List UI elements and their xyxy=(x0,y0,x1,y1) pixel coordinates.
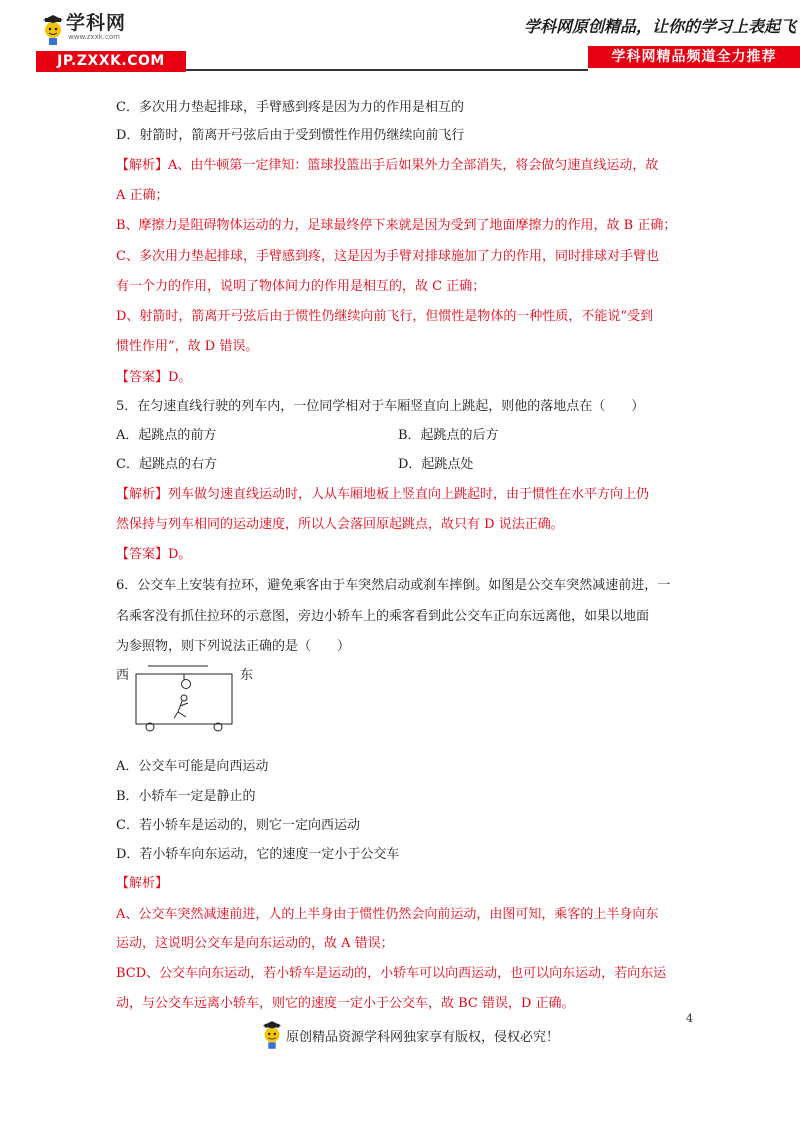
analysis-line: C、多次用力垫起排球，手臂感到疼，这是因为手臂对排球施加了力的作用，同时排球对手臂也 xyxy=(116,249,659,264)
question-6-stem: 名乘客没有抓住拉环的示意图，旁边小轿车上的乘客看到此公交车正向东远离他，如果以地面 xyxy=(116,609,650,624)
mascot-icon xyxy=(40,12,66,46)
q6-option-d: D．若小轿车向东运动，它的速度一定小于公交车 xyxy=(116,847,400,862)
analysis-line: 惯性作用”，故 D 错误。 xyxy=(116,339,259,354)
mascot-icon xyxy=(260,1018,284,1050)
q6-analysis: 运动，这说明公交车是向东运动的，故 A 错误； xyxy=(116,936,394,951)
copyright-notice: 原创精品资源学科网独家享有版权，侵权必究！ xyxy=(286,1030,560,1045)
q5-answer: 【答案】D。 xyxy=(116,547,192,562)
q6-option-b: B．小轿车一定是静止的 xyxy=(116,789,256,804)
zxxk-logo[interactable] xyxy=(36,6,186,70)
logo-domain-bar: JP.ZXXK.COM xyxy=(36,51,186,72)
q6-analysis: A、公交车突然减速前进，人的上半身由于惯性仍然会向前运动，由图可知，乘客的上半身向东 xyxy=(116,907,659,922)
q5-option-c: C．起跳点的右方 xyxy=(116,457,217,472)
channel-banner: 学科网精品频道全力推荐 xyxy=(588,46,800,68)
analysis-line: D、射箭时，箭离开弓弦后由于惯性仍继续向前飞行，但惯性是物体的一种性质，不能说“受到 xyxy=(116,309,654,324)
page-number: 4 xyxy=(686,1012,693,1025)
header-divider xyxy=(186,69,588,71)
q6-analysis-label: 【解析】 xyxy=(116,876,169,891)
page-header xyxy=(0,0,800,74)
q5-analysis: 【解析】列车做匀速直线运动时，人从车厢地板上竖直向上跳起时，由于惯性在水平方向上仍 xyxy=(116,487,650,502)
q5-analysis: 然保持与列车相同的运动速度，所以人会落回原起跳点，故只有 D 说法正确。 xyxy=(116,517,564,532)
analysis-line: 【解析】A、由牛顿第一定律知：篮球投篮出手后如果外力全部消失，将会做匀速直线运动，故 xyxy=(116,158,659,173)
q6-analysis: 动，与公交车远离小轿车，则它的速度一定小于公交车，故 BC 错误，D 正确。 xyxy=(116,996,575,1011)
bus-drawing xyxy=(116,662,256,734)
analysis-line: 有一个力的作用，说明了物体间力的作用是相互的，故 C 正确； xyxy=(116,279,486,294)
east-label: 东 xyxy=(240,668,254,683)
analysis-line: A 正确； xyxy=(116,188,169,203)
q6-option-c: C．若小轿车是运动的，则它一定向西运动 xyxy=(116,818,360,833)
question-6-stem: 6．公交车上安装有拉环，避免乘客由于车突然启动或刹车摔倒。如图是公交车突然减速前进，一 xyxy=(116,578,671,593)
logo-text: 学科网 xyxy=(66,12,127,34)
answer-line: 【答案】D。 xyxy=(116,370,192,385)
q6-option-a: A．公交车可能是向西运动 xyxy=(116,759,269,774)
q5-option-a: A．起跳点的前方 xyxy=(116,428,217,443)
option-c: C．多次用力垫起排球，手臂感到疼是因为力的作用是相互的 xyxy=(116,100,464,115)
page-footer xyxy=(0,1016,800,1056)
analysis-line: B、摩擦力是阻碍物体运动的力，足球最终停下来就是因为受到了地面摩擦力的作用，故 B 正确； xyxy=(116,218,677,233)
bus-diagram xyxy=(116,662,256,734)
header-slogan: 学科网原创精品，让你的学习上表起飞 xyxy=(523,17,796,36)
q5-option-b: B．起跳点的后方 xyxy=(398,428,499,443)
option-d: D．射箭时，箭离开弓弦后由于受到惯性作用仍继续向前飞行 xyxy=(116,128,465,143)
question-6-stem: 为参照物，则下列说法正确的是（ ） xyxy=(116,639,351,654)
west-label: 西 xyxy=(116,668,130,683)
logo-url: www.zxxk.com xyxy=(68,33,120,41)
q6-analysis: BCD、公交车向东运动，若小轿车是运动的，小轿车可以向西运动，也可以向东运动，若向东运 xyxy=(116,966,667,981)
question-5-stem: 5．在匀速直线行驶的列车内，一位同学相对于车厢竖直向上跳起，则他的落地点在（ ） xyxy=(116,399,645,414)
q5-option-d: D．起跳点处 xyxy=(398,457,474,472)
